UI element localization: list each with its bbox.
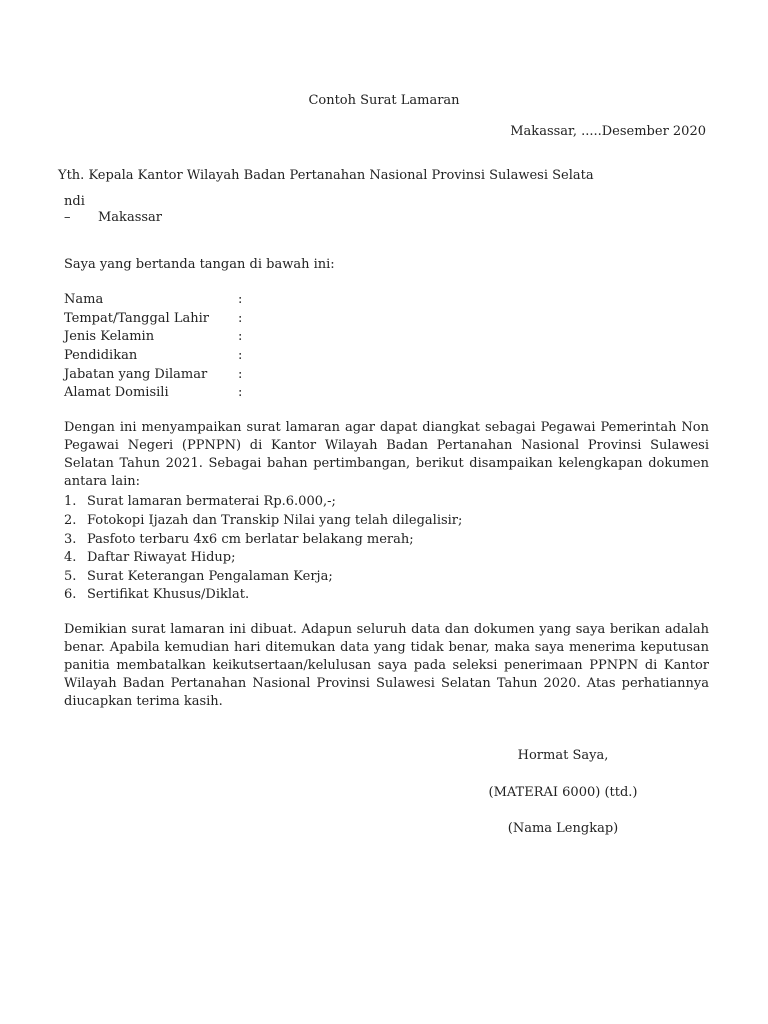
- document-list-item: Sertifikat Khusus/Diklat.: [87, 587, 250, 602]
- document-list-item: Surat Keterangan Pengalaman Kerja;: [87, 569, 333, 584]
- document-list-number: 1.: [64, 494, 77, 509]
- signoff: Hormat Saya,: [517, 748, 609, 763]
- field-colon: :: [238, 348, 243, 363]
- field-label-nama: Nama: [64, 292, 104, 307]
- recipient-line: Yth. Kepala Kantor Wilayah Badan Pertanahan Nasional Provinsi Sulawesi Selata: [58, 168, 594, 183]
- field-label-tempat-tanggal-lahir: Tempat/Tanggal Lahir: [64, 311, 209, 326]
- field-label-pendidikan: Pendidikan: [64, 348, 138, 363]
- intro-text: Saya yang bertanda tangan di bawah ini:: [64, 257, 335, 272]
- signer-name-placeholder: (Nama Lengkap): [507, 821, 619, 836]
- document-list-number: 2.: [64, 513, 77, 528]
- field-label-alamat-domisili: Alamat Domisili: [64, 385, 169, 400]
- letter-title: Contoh Surat Lamaran: [308, 93, 460, 108]
- closing-paragraph: Demikian surat lamaran ini dibuat. Adapun seluruh data dan dokumen yang saya berikan adalah benar. Apabila kemudian hari ditemukan data yang tidak benar, maka saya menerima keputusan panitia membatalkan keikutsertaan/kelulusan saya pada seleksi penerimaan PPNPN di Kantor Wilayah Badan Pertanahan Nasional Provinsi Sulawesi Selatan Tahun 2020. Atas perhatiannya diucapkan terima kasih.: [64, 622, 709, 709]
- field-colon: :: [238, 311, 243, 326]
- field-colon: :: [238, 385, 243, 400]
- field-colon: :: [238, 367, 243, 382]
- field-label-jenis-kelamin: Jenis Kelamin: [64, 329, 155, 344]
- body-paragraph: Dengan ini menyampaikan surat lamaran agar dapat diangkat sebagai Pegawai Pemerintah Non Pegawai Negeri (PPNPN) di Kantor Wilayah Badan Pertanahan Nasional Provinsi Sulawesi Selatan Tahun 2021. Sebagai bahan pertimbangan, berikut disampaikan kelengkapan dokumen antara lain:: [64, 420, 709, 489]
- field-colon: :: [238, 292, 243, 307]
- materai-stamp-note: (MATERAI 6000) (ttd.): [488, 785, 638, 800]
- document-list-number: 6.: [64, 587, 77, 602]
- recipient-dash: –: [64, 210, 71, 225]
- document-list-item: Daftar Riwayat Hidup;: [87, 550, 236, 565]
- date-line: Makassar, .....Desember 2020: [510, 124, 706, 139]
- document-list-item: Pasfoto terbaru 4x6 cm berlatar belakang merah;: [87, 532, 414, 547]
- document-list-number: 5.: [64, 569, 77, 584]
- document-list-item: Fotokopi Ijazah dan Transkip Nilai yang telah dilegalisir;: [87, 513, 463, 528]
- field-colon: :: [238, 329, 243, 344]
- document-list-number: 4.: [64, 550, 77, 565]
- recipient-line-continued: ndi: [64, 194, 85, 209]
- recipient-city: Makassar: [98, 210, 162, 225]
- field-label-jabatan: Jabatan yang Dilamar: [64, 367, 208, 382]
- document-list-number: 3.: [64, 532, 77, 547]
- document-list-item: Surat lamaran bermaterai Rp.6.000,-;: [87, 494, 336, 509]
